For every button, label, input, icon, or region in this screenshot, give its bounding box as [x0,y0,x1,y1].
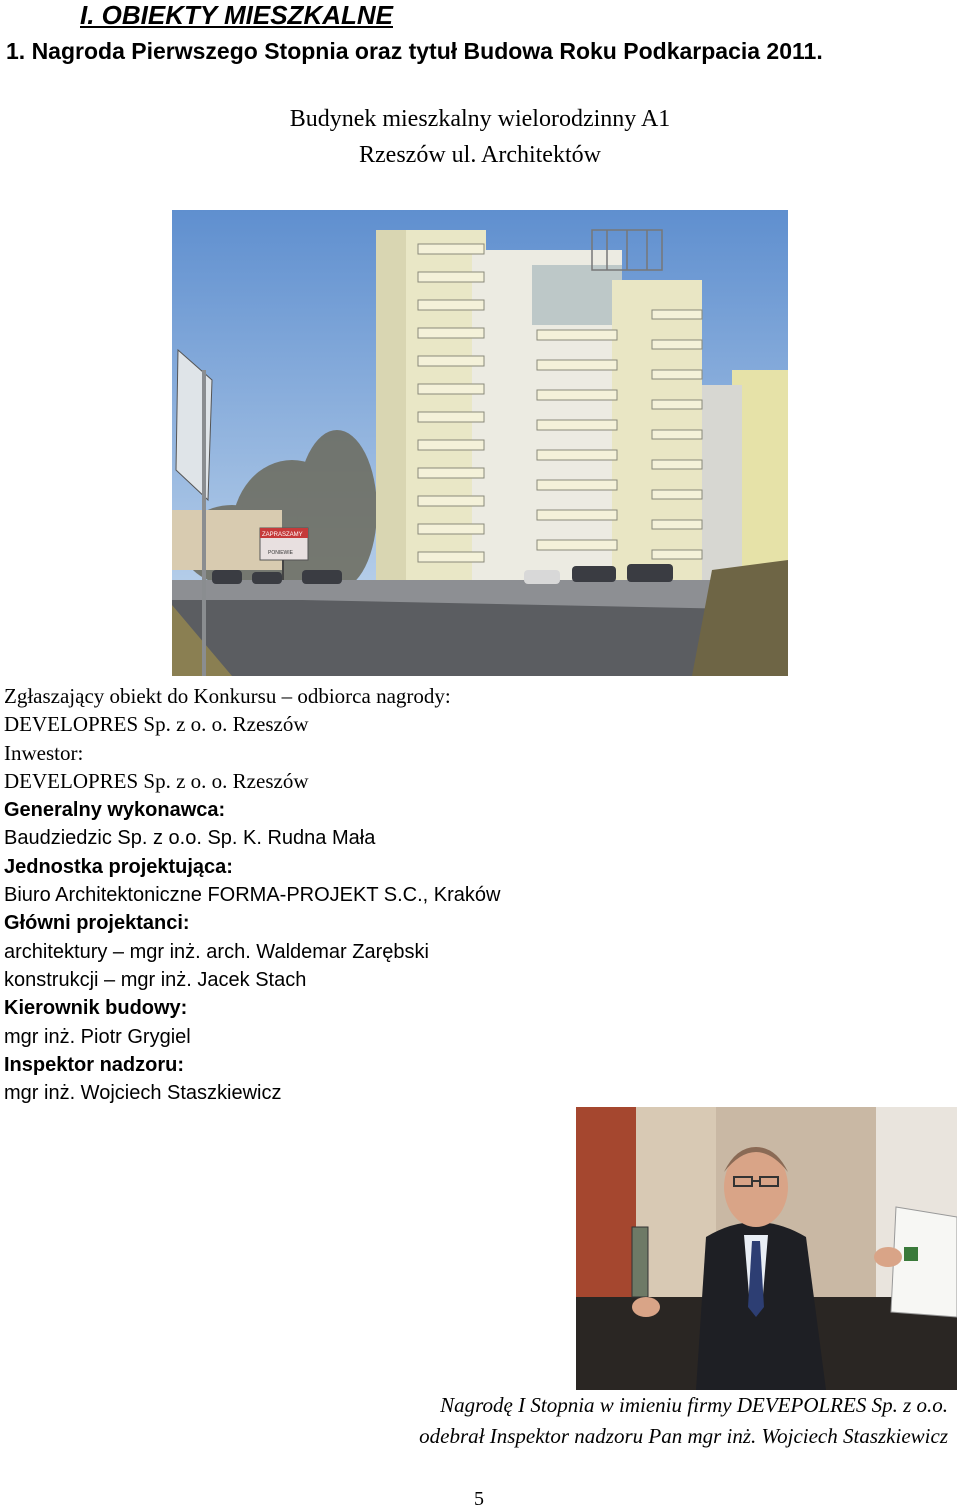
contractor-label: Generalny wykonawca: [4,799,226,822]
site-manager-label: Kierownik budowy: [4,997,188,1020]
design-unit-label: Jednostka projektująca: [4,855,233,878]
inspector-label: Inspektor nadzoru: [4,1053,185,1076]
designers-label: Główni projektanci: [4,912,190,935]
caption-line-1: Nagrodę I Stopnia w imieniu firmy DEVEPOLRES Sp. z o.o. [440,1393,948,1417]
investor-value: DEVELOPRES Sp. z o. o. Rzeszów [4,768,309,793]
award-heading: 1. Nagroda Pierwszego Stopnia oraz tytuł Budowa Roku Podkarpacia 2011. [6,38,823,64]
billboard-bottom-text: PONIEWIE [268,550,294,556]
inspector-value: mgr inż. Wojciech Staszkiewicz [4,1082,282,1105]
designer-structure: konstrukcji – mgr inż. Jacek Stach [4,968,307,991]
submitter-label: Zgłaszający obiekt do Konkursu – odbiorca nagrody: [4,684,451,708]
billboard-top-text: ZAPRASZAMY [262,532,303,538]
building-name: Budynek mieszkalny wielorodzinny A1 [289,106,671,132]
building-location: Rzeszów ul. Architektów [359,142,601,168]
site-manager-value: mgr inż. Piotr Grygiel [4,1025,191,1048]
contractor-value: Baudziedzic Sp. z o.o. Sp. K. Rudna Mała [4,827,376,850]
page-number: 5 [474,1488,484,1510]
submitter-value: DEVELOPRES Sp. z o. o. Rzeszów [4,712,309,737]
section-title: I. OBIEKTY MIESZKALNE [80,0,393,30]
caption-line-2: odebrał Inspektor nadzoru Pan mgr inż. Wojciech Staszkiewicz [419,1424,948,1448]
design-unit-value: Biuro Architektoniczne FORMA-PROJEKT S.C., Kraków [4,884,501,907]
building-photo [172,210,788,676]
designer-architecture: architektury – mgr inż. arch. Waldemar Zarębski [4,940,429,963]
award-ceremony-photo [576,1107,957,1390]
project-details [4,682,500,1106]
investor-label: Inwestor: [4,740,84,765]
